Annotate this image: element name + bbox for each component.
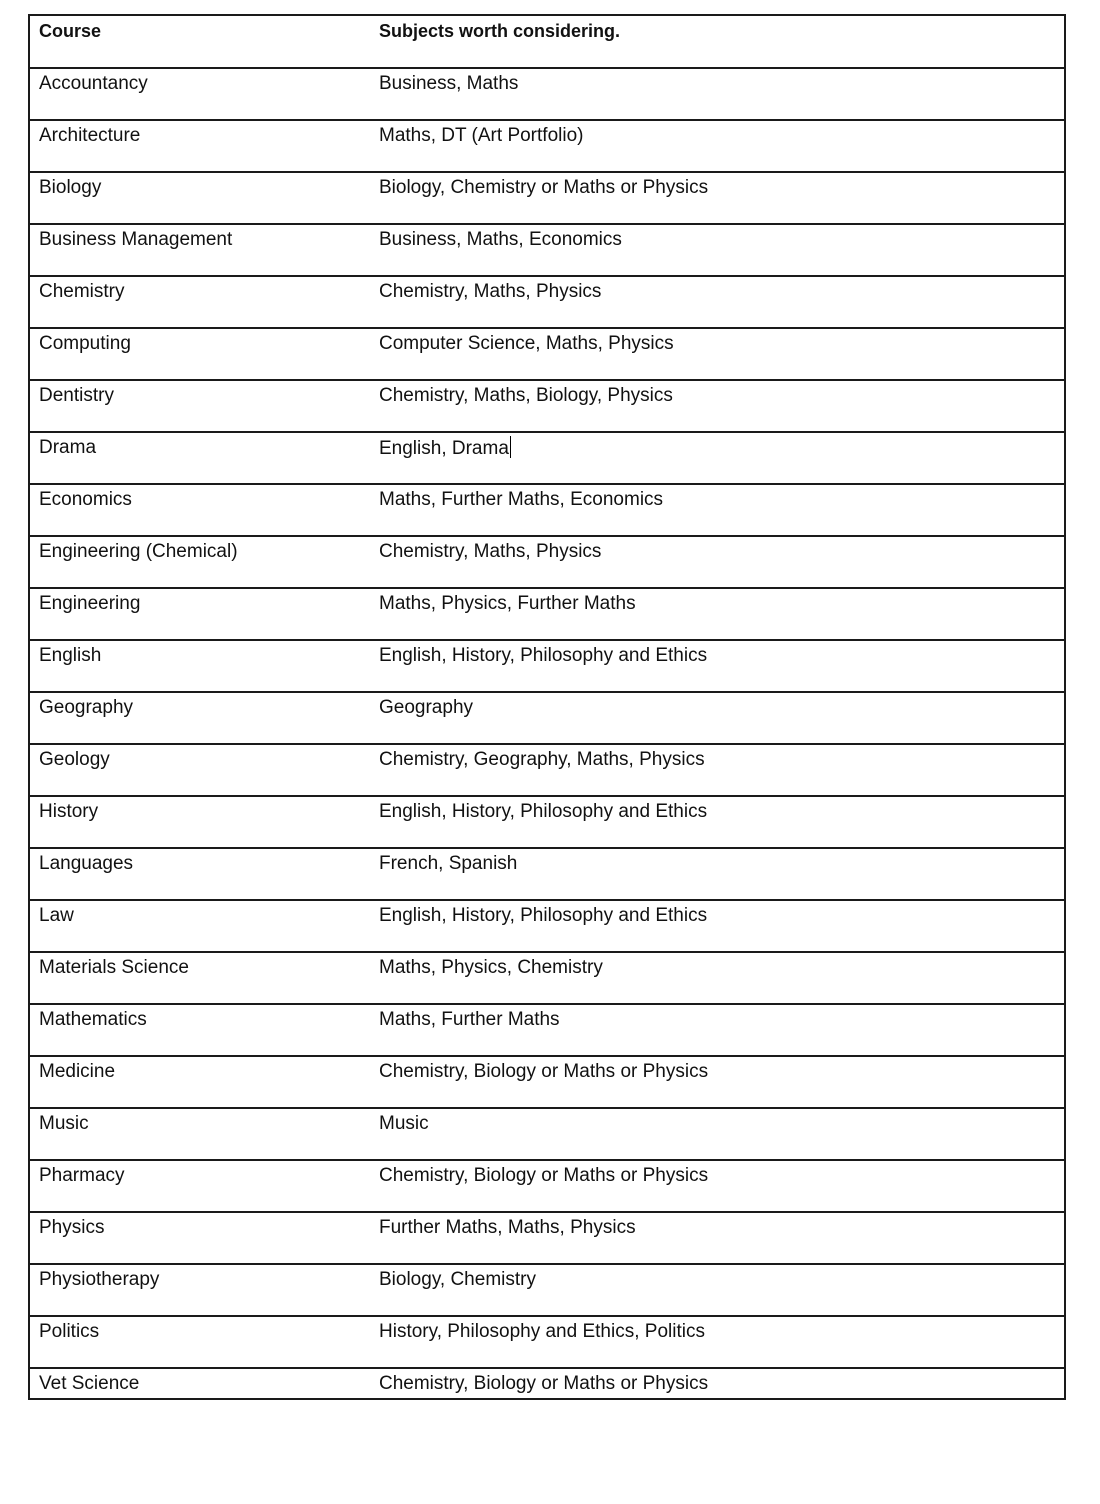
subjects-cell[interactable]: Business, Maths, Economics — [369, 224, 1065, 276]
subjects-cell[interactable]: Chemistry, Maths, Physics — [369, 536, 1065, 588]
table-row — [29, 224, 1065, 276]
course-subjects-table — [28, 14, 1066, 1400]
course-cell[interactable]: Geology — [29, 744, 369, 796]
table-row — [29, 536, 1065, 588]
subjects-cell[interactable]: History, Philosophy and Ethics, Politics — [369, 1316, 1065, 1368]
header-course: Course — [29, 15, 369, 68]
table-row — [29, 1160, 1065, 1212]
subjects-cell[interactable]: Chemistry, Maths, Physics — [369, 276, 1065, 328]
course-cell[interactable]: Vet Science — [29, 1368, 369, 1399]
subjects-cell[interactable]: Chemistry, Biology or Maths or Physics — [369, 1160, 1065, 1212]
table-row — [29, 68, 1065, 120]
course-cell[interactable]: Mathematics — [29, 1004, 369, 1056]
course-cell[interactable]: Chemistry — [29, 276, 369, 328]
table-row — [29, 172, 1065, 224]
subjects-cell[interactable]: English, History, Philosophy and Ethics — [369, 640, 1065, 692]
subjects-text: English, Drama — [379, 438, 509, 459]
table-row — [29, 1004, 1065, 1056]
table-row — [29, 900, 1065, 952]
course-cell[interactable]: Physics — [29, 1212, 369, 1264]
subjects-cell[interactable]: Maths, Further Maths, Economics — [369, 484, 1065, 536]
course-cell[interactable]: Engineering — [29, 588, 369, 640]
table-row — [29, 744, 1065, 796]
table-row — [29, 640, 1065, 692]
course-cell[interactable]: Accountancy — [29, 68, 369, 120]
course-cell[interactable]: Biology — [29, 172, 369, 224]
course-cell[interactable]: Computing — [29, 328, 369, 380]
course-cell[interactable]: Medicine — [29, 1056, 369, 1108]
subjects-cell[interactable]: Maths, Physics, Chemistry — [369, 952, 1065, 1004]
subjects-cell[interactable]: Chemistry, Maths, Biology, Physics — [369, 380, 1065, 432]
subjects-cell[interactable]: Chemistry, Biology or Maths or Physics — [369, 1056, 1065, 1108]
table-row — [29, 1212, 1065, 1264]
table-row — [29, 276, 1065, 328]
course-cell[interactable]: Engineering (Chemical) — [29, 536, 369, 588]
course-cell[interactable]: Politics — [29, 1316, 369, 1368]
course-cell[interactable]: Architecture — [29, 120, 369, 172]
subjects-cell[interactable]: Music — [369, 1108, 1065, 1160]
course-cell[interactable]: History — [29, 796, 369, 848]
course-cell[interactable]: Dentistry — [29, 380, 369, 432]
table-row — [29, 952, 1065, 1004]
table-row — [29, 588, 1065, 640]
table-row — [29, 1264, 1065, 1316]
subjects-cell[interactable]: Maths, DT (Art Portfolio) — [369, 120, 1065, 172]
subjects-cell[interactable]: French, Spanish — [369, 848, 1065, 900]
table-row — [29, 432, 1065, 484]
course-cell[interactable]: English — [29, 640, 369, 692]
subjects-cell[interactable]: Business, Maths — [369, 68, 1065, 120]
header-subjects: Subjects worth considering. — [369, 15, 1065, 68]
table-row — [29, 484, 1065, 536]
table-row — [29, 380, 1065, 432]
course-cell[interactable]: Business Management — [29, 224, 369, 276]
text-cursor — [510, 436, 511, 458]
table-header-row — [29, 15, 1065, 68]
table-row — [29, 1108, 1065, 1160]
subjects-cell[interactable]: Chemistry, Geography, Maths, Physics — [369, 744, 1065, 796]
subjects-cell[interactable]: English, History, Philosophy and Ethics — [369, 900, 1065, 952]
subjects-cell[interactable]: Chemistry, Biology or Maths or Physics — [369, 1368, 1065, 1399]
course-cell[interactable]: Music — [29, 1108, 369, 1160]
table-row — [29, 692, 1065, 744]
subjects-cell[interactable]: Computer Science, Maths, Physics — [369, 328, 1065, 380]
subjects-cell[interactable] — [369, 432, 1065, 484]
course-cell[interactable]: Pharmacy — [29, 1160, 369, 1212]
course-cell[interactable]: Economics — [29, 484, 369, 536]
subjects-cell[interactable]: Maths, Further Maths — [369, 1004, 1065, 1056]
subjects-cell[interactable]: Maths, Physics, Further Maths — [369, 588, 1065, 640]
subjects-cell[interactable]: Biology, Chemistry or Maths or Physics — [369, 172, 1065, 224]
subjects-cell[interactable]: Biology, Chemistry — [369, 1264, 1065, 1316]
course-cell[interactable]: Drama — [29, 432, 369, 484]
course-cell[interactable]: Physiotherapy — [29, 1264, 369, 1316]
table-row — [29, 328, 1065, 380]
course-cell[interactable]: Materials Science — [29, 952, 369, 1004]
subjects-cell[interactable]: English, History, Philosophy and Ethics — [369, 796, 1065, 848]
table-row — [29, 848, 1065, 900]
course-cell[interactable]: Law — [29, 900, 369, 952]
table-row — [29, 796, 1065, 848]
table-row — [29, 120, 1065, 172]
table-row — [29, 1368, 1065, 1399]
table-row — [29, 1316, 1065, 1368]
course-cell[interactable]: Languages — [29, 848, 369, 900]
table-row — [29, 1056, 1065, 1108]
subjects-cell[interactable]: Further Maths, Maths, Physics — [369, 1212, 1065, 1264]
subjects-cell[interactable]: Geography — [369, 692, 1065, 744]
course-cell[interactable]: Geography — [29, 692, 369, 744]
